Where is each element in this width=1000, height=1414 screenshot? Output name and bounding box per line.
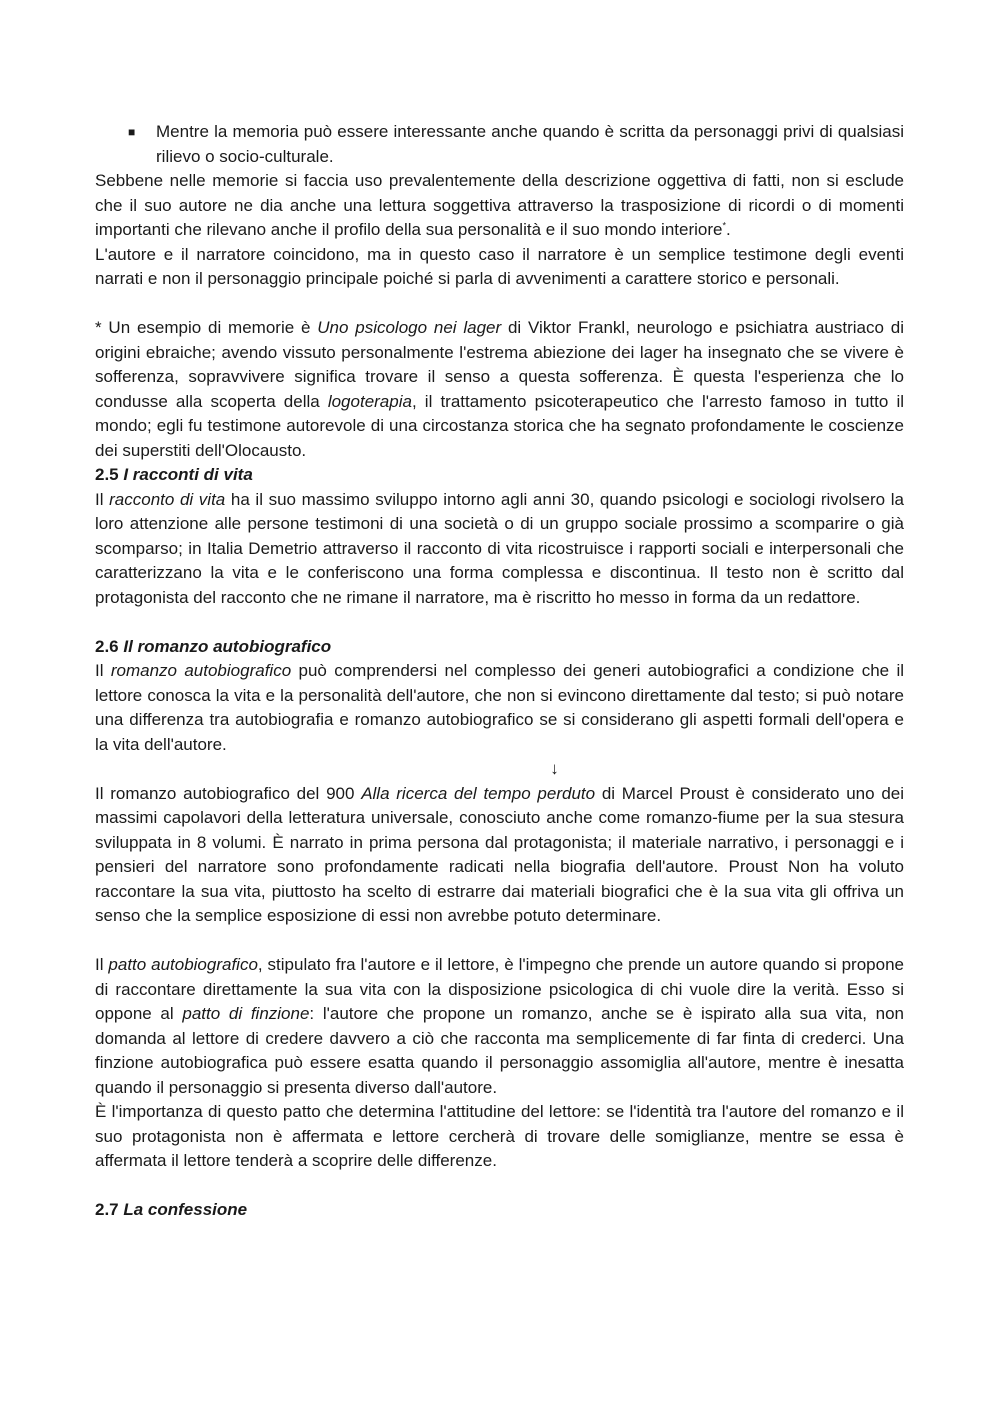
paragraph-racconto-di-vita: Il racconto di vita ha il suo massimo sviluppo intorno agli anni 30, quando psicologi e sociologi rivolsero la loro attenzione alle persone testimoni di una società o di un gruppo sociale prossimo a scomparire o già scomparso; in Italia Demetrio attraverso il racconto di vita ricostruisce i rapporti sociali e interpersonali che caratterizzano la vita e le conferiscono una forma complessa e discontinua. Il testo non è scritto dal protagonista del racconto che ne rimane il narratore, ma è riscritto ho messo in forma da un redattore. (95, 489, 904, 607)
section-heading-2-7: 2.7 La confessione (95, 1200, 248, 1219)
bullet-list (95, 120, 904, 169)
blank-line (95, 610, 904, 635)
square-bullet-icon: ■ (128, 125, 136, 139)
paragraph-proust: Il romanzo autobiografico del 900 Alla ricerca del tempo perduto di Marcel Proust è considerato uno dei massimi capolavori della letteratura universale, conosciuto anche come romanzo-fiume per la sua stesura sviluppata in 8 volumi. È narrato in prima persona dal protagonista; il materiale narrativo, i personaggi e i pensieri del narratore sono profondamente radicati nella biografia dell'autore. Proust Non ha voluto raccontare la sua vita, piuttosto ha scelto di estrarre dai materiali biografici che è la sua vita gli offriva un senso che la semplice esposizione di essi non avrebbe potuto determinare. (95, 783, 905, 925)
paragraph-autore-narratore: L'autore e il narratore coincidono, ma in questo caso il narratore è un semplice testimone degli eventi narrati e non il personaggio principale poiché si parla di avvenimenti a carattere storico e personali. (95, 244, 904, 288)
paragraph-romanzo-autobiografico: Il romanzo autobiografico può comprendersi nel complesso dei generi autobiografici a condizione che il lettore conosca la vita e la personalità dell'autore, che non si evincono direttamente dal testo; si può notare una differenza tra autobiografia e romanzo autobiografico se si considerano gli aspetti formali dell'opera e la vita dell'autore. (95, 661, 905, 754)
list-item-text: Mentre la memoria può essere interessante anche quando è scritta da personaggi privi di qualsiasi rilievo o socio-culturale. (156, 122, 904, 166)
list-item (95, 120, 904, 169)
term-logoterapia: logoterapia (327, 391, 412, 411)
blank-line (95, 1174, 904, 1199)
blank-line (95, 292, 904, 317)
blank-line (95, 929, 904, 954)
footnote-paragraph: * Un esempio di memorie è Uno psicologo nei lager di Viktor Frankl, neurologo e psichiatra austriaco di origini ebraiche; avendo vissuto personalmente l'estrema abiezione dei lager ha insegnato che se vivere è sofferenza, sopravvivere significa trovare il senso a questa sofferenza. È questa l'esperienza che lo condusse alla scoperta della logoterapia, il trattamento psicoterapeutico che l'arresto famoso in tutto il mondo; egli fu testimone autorevole di una circostanza storica che ha segnato profondamente le coscienze dei superstiti dell'Olocausto. (95, 318, 905, 460)
section-heading-2-5: 2.5 I racconti di vita (95, 465, 253, 484)
paragraph-importanza-patto: È l'importanza di questo patto che determina l'attitudine del lettore: se l'identità tra l'autore del romanzo e il suo protagonista non è affermata e lettore cercherà di trovare delle somiglianze, mentre se essa è affermata il lettore tenderà a scoprire delle differenze. (95, 1102, 904, 1170)
footnote-marker: * (722, 220, 726, 231)
section-heading-2-6: 2.6 Il romanzo autobiografico (95, 636, 332, 656)
paragraph-memorie: Sebbene nelle memorie si faccia uso prevalentemente della descrizione oggettiva di fatti, non si esclude che il suo autore ne dia anche una lettura soggettiva attraverso la trasposizione di ricordi o di momenti importanti che rilevano anche il profilo della sua personalità e il suo mondo interiore*. (95, 171, 904, 239)
paragraph-patto-autobiografico: Il patto autobiografico, stipulato fra l'autore e il lettore, è l'impegno che prende un autore quando si propone di raccontare direttamente la sua vita con la disposizione psicologica di chi vuole dire la verità. Esso si oppone al patto di finzione: l'autore che propone un romanzo, anche se è ispirato alla sua vita, non domanda al lettore di credere davvero a ciò che racconta ma semplicemente di far finta di crederci. Una finzione autobiografica può essere esatta quando il personaggio assomiglia all'autore, mentre è inesatta quando il personaggio si presenta diverso dall'autore. (95, 955, 904, 1097)
book-title: Uno psicologo nei lager (317, 318, 502, 337)
document-page (95, 120, 904, 1223)
arrow-down-icon: ↓ (550, 759, 559, 778)
